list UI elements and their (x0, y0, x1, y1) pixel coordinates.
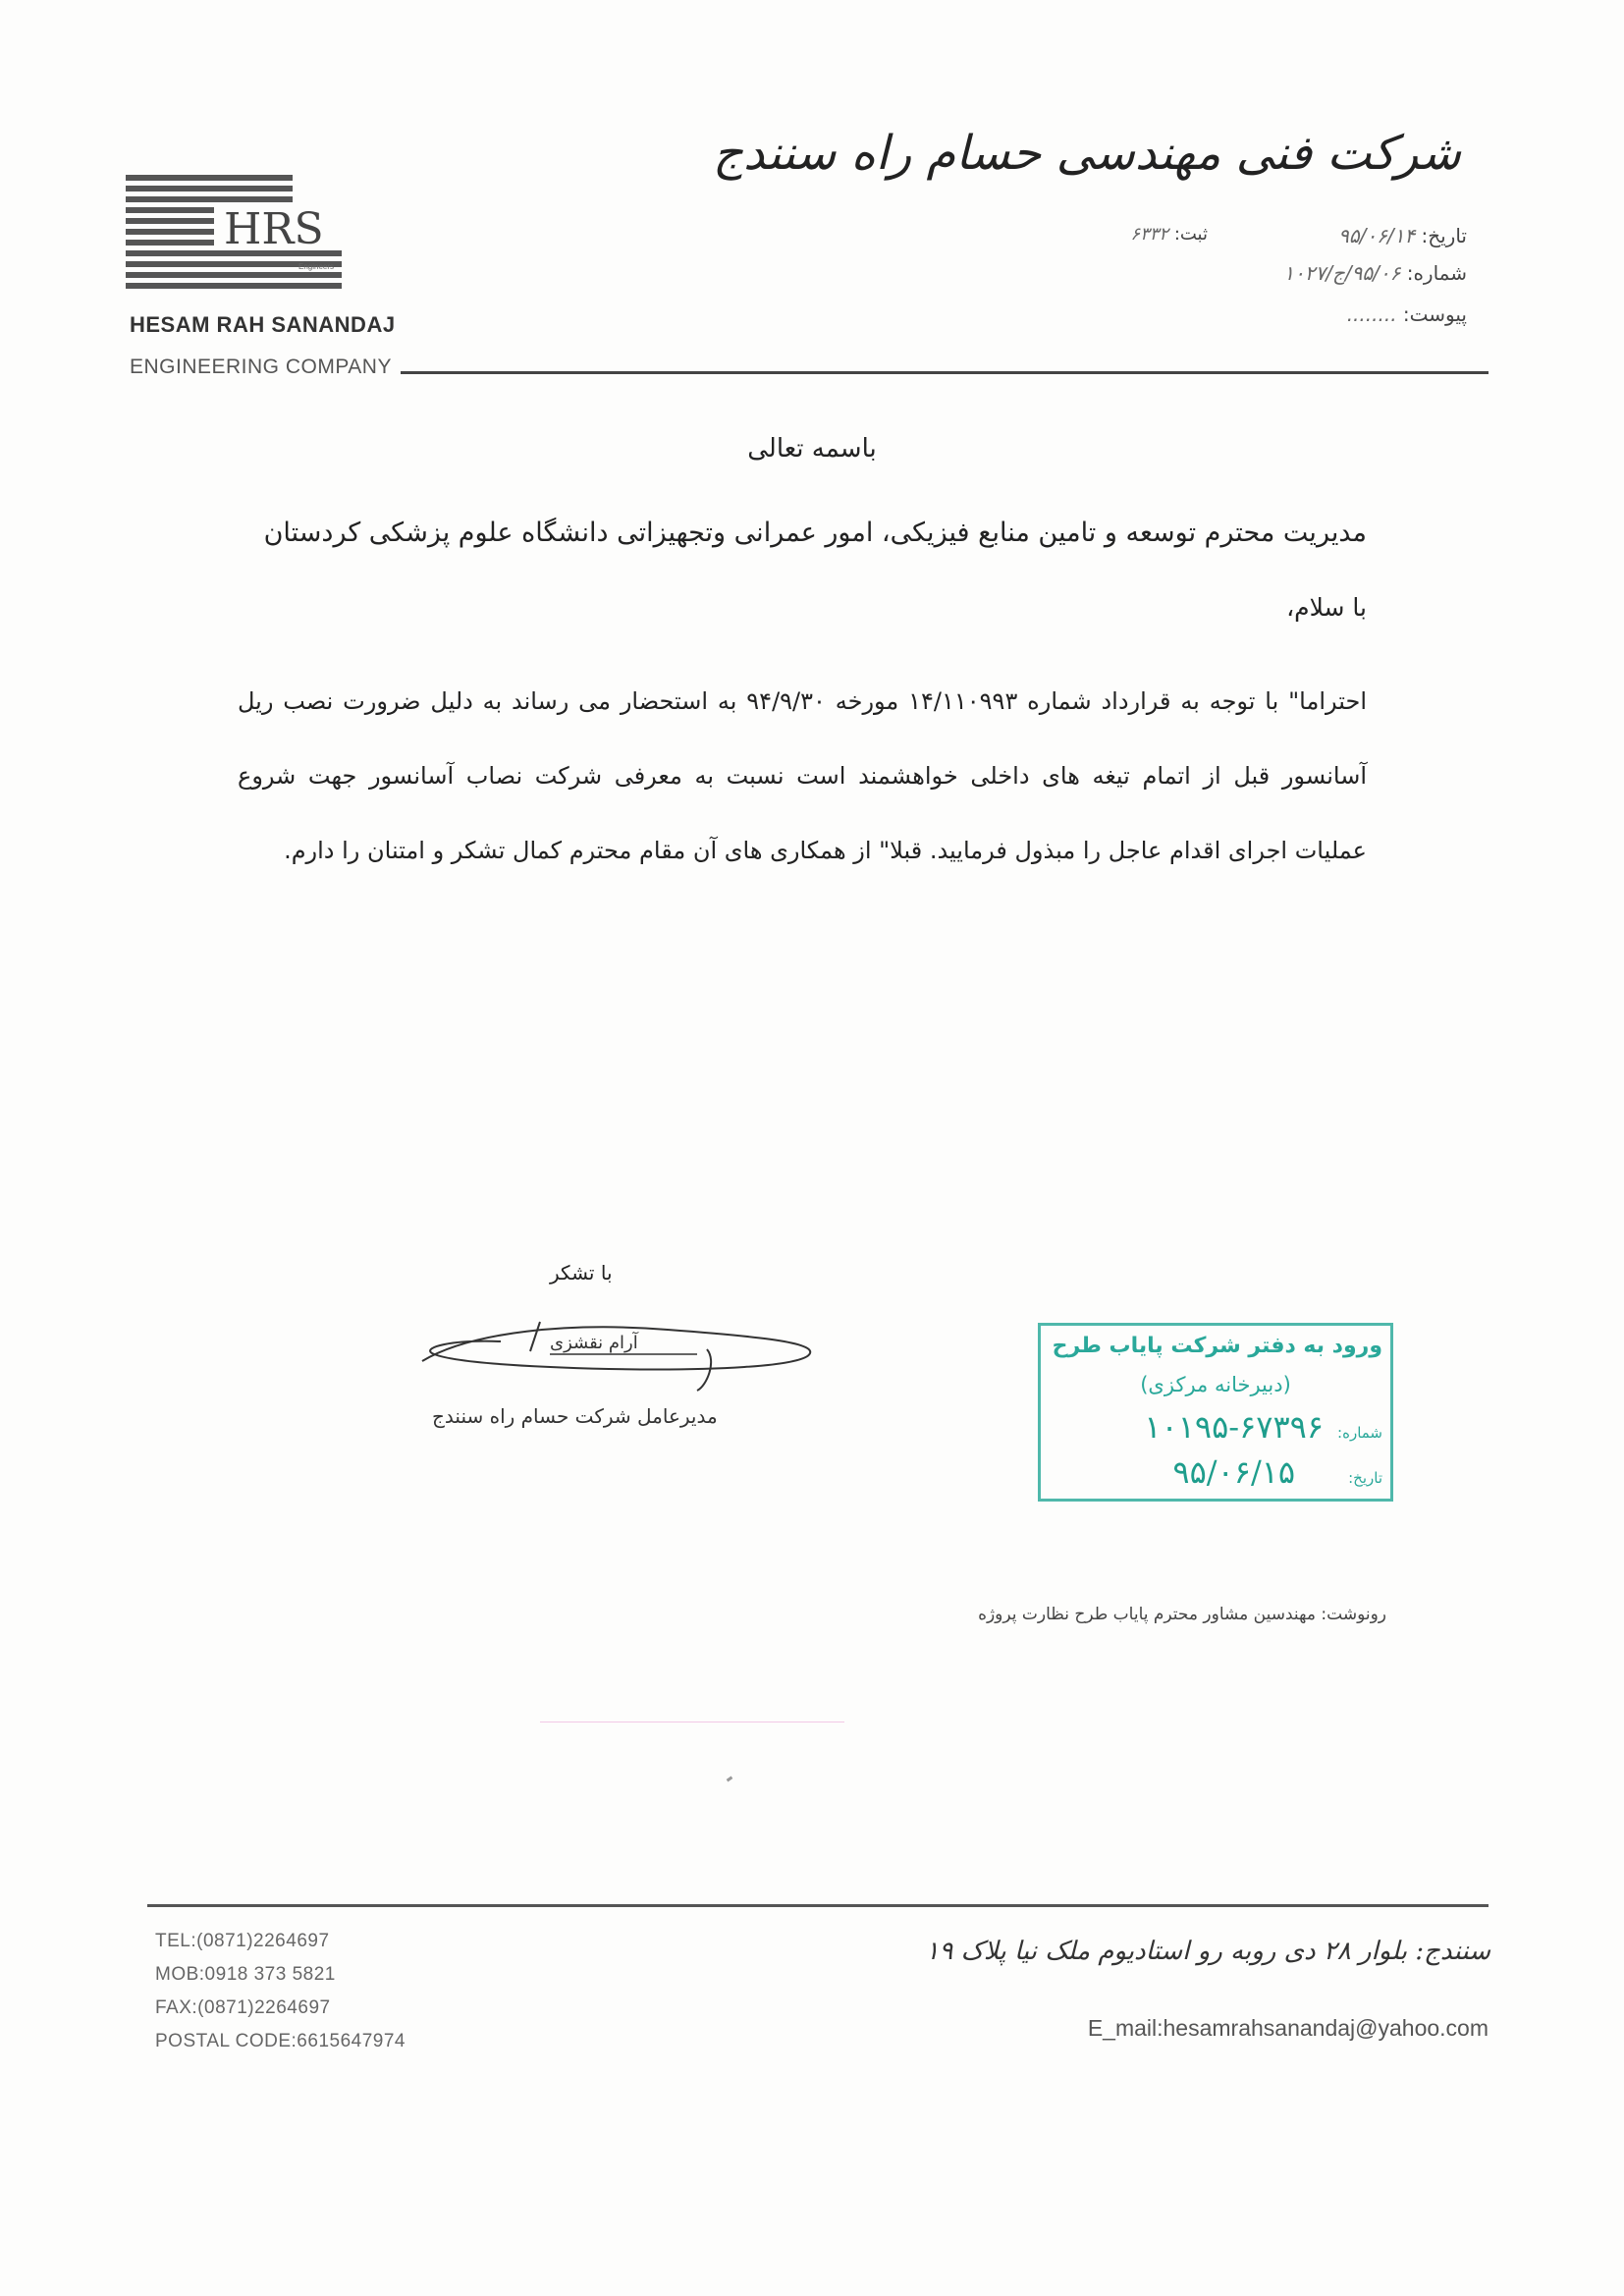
invocation: باسمه تعالی (747, 434, 877, 464)
number-value: ۹۵/۰۶/ج/۱۰۲۷ (1283, 261, 1401, 285)
greeting: با سلام، (1286, 593, 1367, 622)
footer-mob: MOB:0918 373 5821 (155, 1964, 336, 1985)
letter-body: احتراما" با توجه به قرارداد شماره ۱۴/۱۱۰۹۹۳ مورخه ۹۴/۹/۳۰ به استحضار می رساند به دلیل ضرورت نصب ریل آسانسور قبل از اتمام تیغه های داخلی خواهشمند است نسبت به معرفی شرکت نصاب آسانسور جهت شروع عملیات اجرای اقدام عاجل را مبذول فرمایید. قبلا" از همکاری های آن مقام محترم کمال تشکر و امتنان را دارم. (238, 687, 1367, 864)
footer-divider (147, 1904, 1489, 1907)
footer-postal: POSTAL CODE:6615647974 (155, 2031, 406, 2051)
company-name-en-line1: HESAM RAH SANANDAJ (130, 312, 396, 337)
letter-number (1283, 261, 1467, 285)
footer-email: E_mail:hesamrahsanandaj@yahoo.com (1087, 2015, 1489, 2041)
company-name-fa: شرکت فنی مهندسی حسام راه سنندج (712, 126, 1461, 181)
stamp-number-label: شماره: (1337, 1424, 1382, 1442)
carbon-copy: رونوشت: مهندسین مشاور محترم پایاب طرح نظارت پروژه (978, 1605, 1386, 1624)
footer-fax: FAX:(0871)2264697 (155, 1997, 331, 2018)
registration-value: ۶۳۳۲ (1130, 224, 1169, 245)
closing-thanks: با تشکر (550, 1261, 613, 1285)
stamp-date-value: ۹۵/۰۶/۱۵ (1172, 1453, 1296, 1491)
company-name-en-line2: ENGINEERING COMPANY (130, 355, 392, 378)
scan-speck (727, 1777, 733, 1782)
header-divider (401, 371, 1489, 374)
signatory-name: آرام نقشزی (550, 1333, 638, 1353)
attachment-label: پیوست: (1402, 302, 1467, 326)
registration-label: ثبت: (1173, 224, 1208, 245)
footer-tel: TEL:(0871)2264697 (155, 1931, 330, 1951)
stamp-date-row (1172, 1453, 1382, 1491)
date-value: ۹۵/۰۶/۱۴ (1338, 224, 1416, 247)
stamp-line2: (دبیرخانه مرکزی) (1140, 1373, 1291, 1396)
attachment-value: ........ (1346, 302, 1397, 326)
number-label: شماره: (1406, 261, 1467, 285)
stamp-number-value: ۱۰۱۹۵-۶۷۳۹۶ (1144, 1408, 1325, 1446)
logo-graphic (126, 175, 342, 297)
letter-date (1338, 224, 1467, 247)
stamp-date-label: تاریخ: (1348, 1469, 1382, 1487)
footer-address: سنندج: بلوار ۲۸ دی روبه رو استادیوم ملک نیا پلاک ۱۹ (925, 1937, 1490, 1966)
letter-attachment (1347, 302, 1467, 326)
stamp-line1: ورود به دفتر شرکت پایاب طرح (1052, 1334, 1382, 1358)
company-logo (126, 175, 342, 297)
registration-number (1130, 224, 1208, 245)
logo-subtext: Engineers (298, 262, 335, 271)
logo-text: HRS (224, 204, 324, 254)
footer-contact (155, 1925, 406, 2058)
receipt-stamp (1038, 1323, 1393, 1502)
stamp-number-row (1144, 1408, 1382, 1446)
date-label: تاریخ: (1421, 224, 1467, 247)
signatory-title: مدیرعامل شرکت حسام راه سنندج (432, 1404, 718, 1428)
addressee: مدیریت محترم توسعه و تامین منابع فیزیکی، امور عمرانی وتجهیزاتی دانشگاه علوم پزشکی کردستان (263, 518, 1367, 548)
